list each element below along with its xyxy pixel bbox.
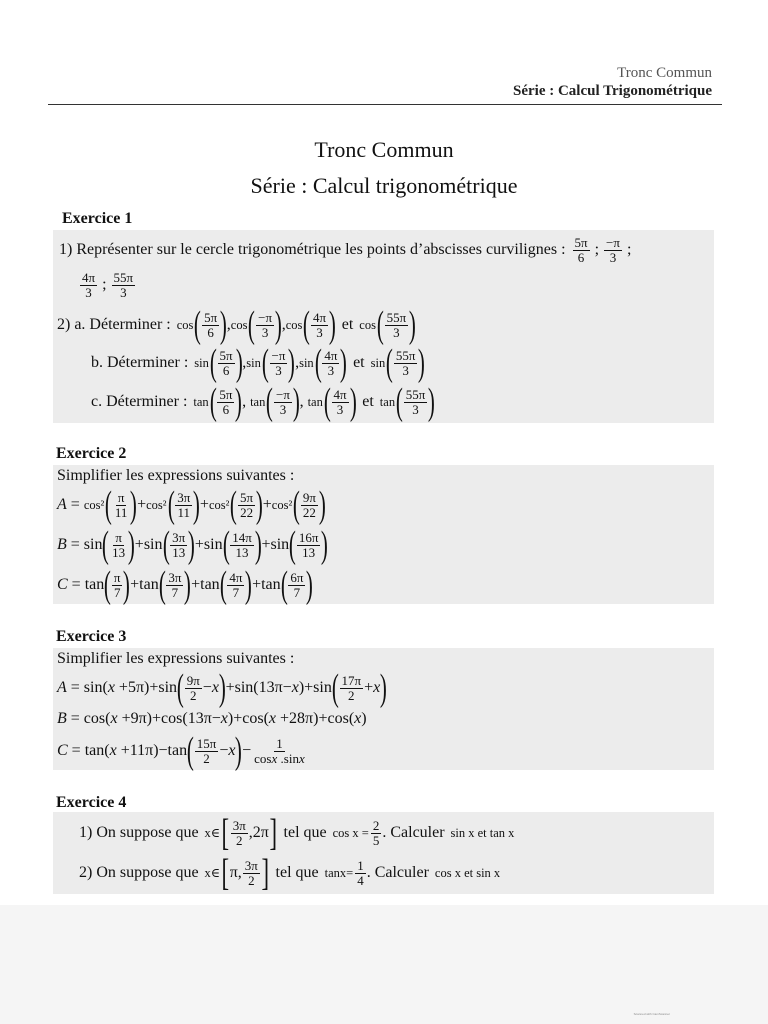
page-subtitle: Série : Calcul trigonométrique: [250, 173, 518, 198]
ex1-q2c-label: c. Déterminer :: [91, 393, 188, 410]
ex3-intro: Simplifier les expressions suivantes :: [57, 650, 295, 667]
ex1-q2c: c. Déterminer : tan ( $\frac{5\pi}{6}$ ) , tan ( $\frac{-\pi}{3}$ ) , tan ( $\frac{4\pi}{3}$ ) et tan ( $\frac{55\pi}{3}$ ): [91, 381, 436, 423]
ex1-q2a-label: 2) a. Déterminer :: [57, 316, 171, 333]
ex2-expr-c: C = tan ( $\frac{\pi}{7}$ ) +tan ( $\frac{3\pi}{7}$ ) +tan ( $\frac{4\pi}{7}$ ) +tan ( $\frac{6\pi}{7}$ ): [57, 564, 314, 606]
exercise-2-heading: Exercice 2: [56, 445, 127, 462]
ex1-q1-cont: $\frac{4\pi}{3}$ ; $\frac{55\pi}{3}$: [82, 269, 134, 300]
ex2-expr-b: B = sin ( $\frac{\pi}{13}$ ) +sin ( $\frac{3\pi}{13}$ ) +sin ( $\frac{14\pi}{13}$ ) +sin ( $\frac{16\pi}{13}$ ): [57, 524, 329, 566]
ex1-q2b: b. Déterminer : sin ( $\frac{5\pi}{6}$ ) , sin ( $\frac{-\pi}{3}$ ) , sin ( $\frac{4\pi}{3}$ ) et sin ( $\frac{55\pi}{3}$ ): [91, 342, 426, 384]
ex4-q1-mid: tel que: [283, 824, 327, 841]
exercise-1-box: [53, 230, 714, 423]
running-head-series: Série : Calcul Trigonométrique: [513, 83, 712, 99]
ex1-q1-text: 1) Représenter sur le cercle trigonométrique les points d’abscisses curvilignes :: [59, 241, 566, 258]
header-rule: [48, 104, 722, 105]
and-word: et: [353, 354, 365, 371]
page-bottom-tint: [0, 905, 768, 1024]
ex4-q2-mid: tel que: [275, 864, 319, 881]
ex4-q2-prefix: 2) On suppose que: [79, 864, 199, 881]
ex3-expr-b: B = cos( x +9π)+cos(13π− x )+cos( x +28π)+cos( x ): [57, 710, 367, 727]
ex3-expr-c: C = tan( x +11π)−tan ( $\frac{15\pi}{2}$ − x ) − $\frac{1}{\cos x .\sin x}$: [57, 730, 305, 772]
ex1-q2b-label: b. Déterminer :: [91, 354, 189, 371]
ex4-q1-calc: . Calculer: [382, 824, 445, 841]
running-head: [513, 64, 712, 100]
ex4-q1-prefix: 1) On suppose que: [79, 824, 199, 841]
fraction: $\frac{4\pi}{3}$: [82, 269, 96, 300]
fraction: $\frac{-\pi}{3}$: [606, 234, 620, 265]
fraction: $\frac{5\pi}{6}$: [574, 234, 588, 265]
ex1-q1: 1) Représenter sur le cercle trigonométrique les points d’abscisses curvilignes : $\frac{5\pi}{6}$ ; $\frac{-\pi}{3}$ ;: [59, 234, 632, 265]
exercise-4-box: [53, 812, 714, 894]
scanner-watermark: Scanned with CamScanner: [633, 1012, 670, 1016]
exercise-1-heading: Exercice 1: [62, 210, 133, 227]
and-word: et: [341, 316, 354, 333]
ex4-q2: 2) On suppose que x∈ [ π, $\frac{3\pi}{2}$ ] tel que tanx= $\frac{1}{4}$ . Calculer cos x et sin x: [79, 852, 501, 894]
exercise-2-box: [53, 465, 714, 604]
ex1-q2a: 2) a. Déterminer : cos ( $\frac{5\pi}{6}$ ) , cos ( $\frac{-\pi}{3}$ ) , cos ( $\frac{4\pi}{3}$ ) et cos ( $\frac{55\pi}{3}$ ): [57, 304, 417, 346]
ex2-expr-a: A = cos² ( $\frac{\pi}{11}$ ) + cos² ( $\frac{3\pi}{11}$ ) + cos² ( $\frac{5\pi}{22}$ ) + cos² ( $\frac{9\pi}{22}$ ): [57, 484, 326, 526]
fraction: $\frac{55\pi}{3}$: [113, 269, 134, 300]
exercise-4-heading: Exercice 4: [56, 794, 127, 811]
ex2-intro: Simplifier les expressions suivantes :: [57, 467, 295, 484]
ex4-q1: 1) On suppose que x∈ [ $\frac{3\pi}{2}$ ,2π ] tel que cos x = $\frac{2}{5}$ . Calculer sin x et tan x: [79, 812, 515, 854]
ex4-q1-targets: sin x et tan x: [450, 825, 515, 840]
ex4-q2-targets: cos x et sin x: [434, 865, 501, 880]
running-head-course: Tronc Commun: [617, 65, 712, 81]
exercise-3-heading: Exercice 3: [56, 628, 127, 645]
ex3-expr-a: A = sin( x +5π)+sin ( $\frac{9\pi}{2}$ − x ) +sin(13π− x )+sin ( $\frac{17\pi}{2}$ + x ): [57, 667, 388, 709]
ex4-q2-calc: . Calculer: [366, 864, 429, 881]
exercise-3-box: [53, 648, 714, 770]
and-word: et: [362, 393, 374, 410]
page-title: Tronc Commun: [314, 137, 454, 162]
